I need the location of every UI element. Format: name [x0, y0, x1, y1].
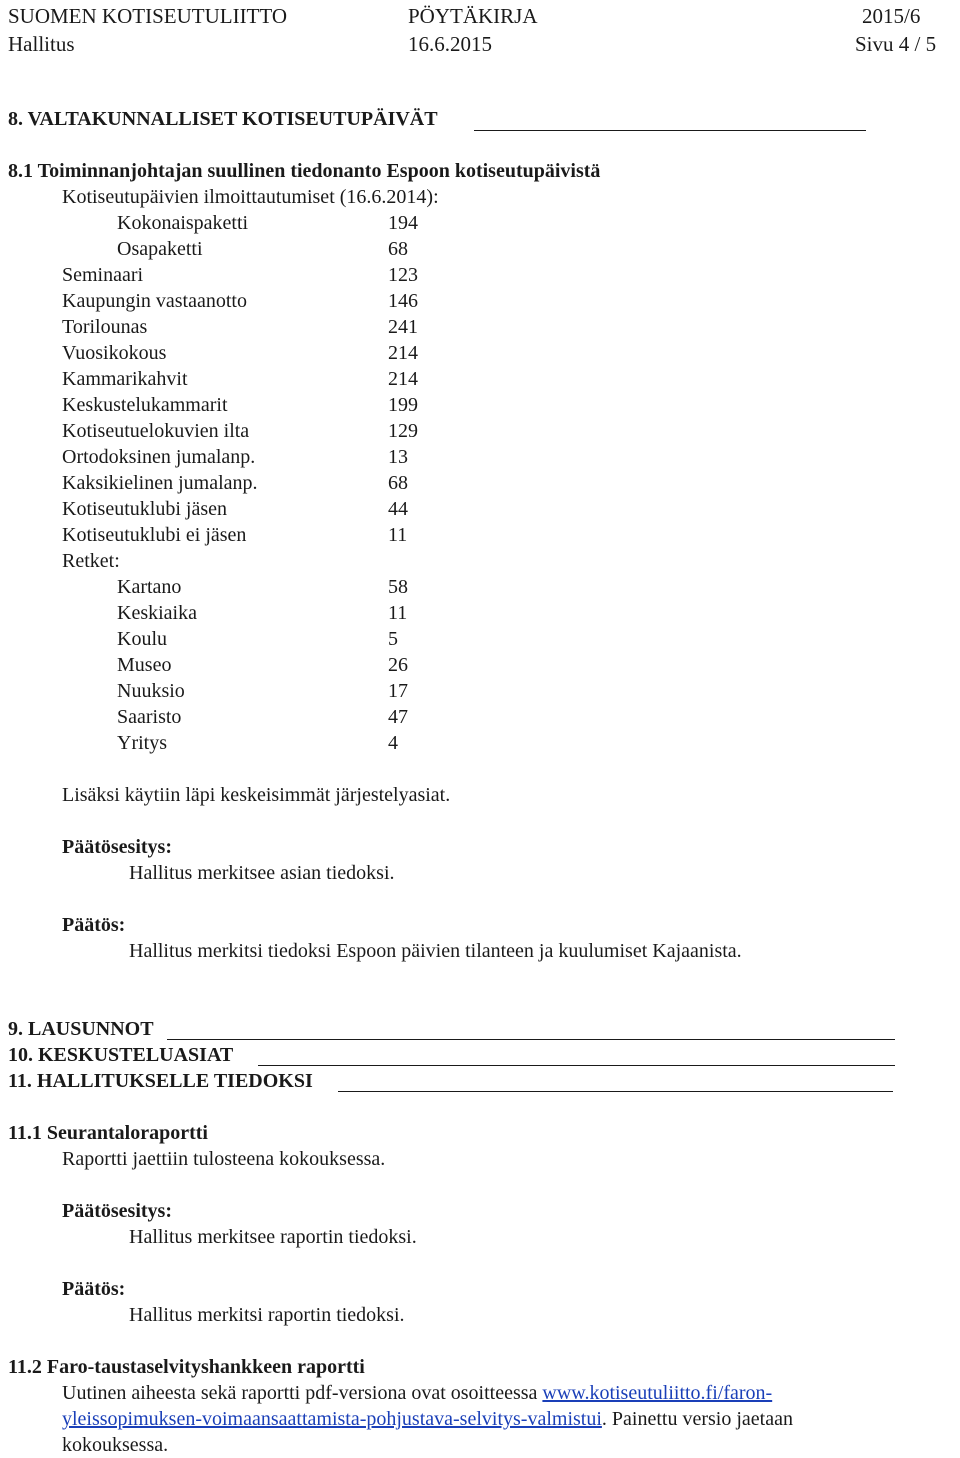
section-11-1-title: 11.1 Seurantaloraportti	[8, 1122, 208, 1144]
proposal-label: Päätösesitys:	[62, 1200, 172, 1222]
row-value: 68	[388, 238, 408, 260]
section-8-1-intro: Kotiseutupäivien ilmoittautumiset (16.6.2014):	[62, 186, 439, 208]
row-label: Ortodoksinen jumalanp.	[62, 446, 256, 468]
section-9-rule	[167, 1039, 895, 1040]
section-8-title: 8. VALTAKUNNALLISET KOTISEUTUPÄIVÄT	[8, 108, 438, 130]
row-label: Kotiseutuelokuvien ilta	[62, 420, 250, 442]
row-label: Nuuksio	[117, 680, 185, 702]
row-value: 214	[388, 368, 418, 390]
row-value: 194	[388, 212, 418, 234]
row-label: Kartano	[117, 576, 182, 598]
row-value: 17	[388, 680, 408, 702]
row-value: 26	[388, 654, 408, 676]
decision-text: Hallitus merkitsi raportin tiedoksi.	[129, 1304, 405, 1326]
decision-label: Päätös:	[62, 914, 126, 936]
row-label: Keskustelukammarit	[62, 394, 228, 416]
page-number: Sivu 4 / 5	[855, 32, 937, 56]
doc-number: 2015/6	[862, 4, 921, 28]
row-value: 11	[388, 602, 408, 624]
row-value: 44	[388, 498, 408, 520]
report-link[interactable]: www.kotiseutuliitto.fi/faron-	[542, 1382, 773, 1404]
row-label: Yritys	[117, 732, 167, 754]
row-value: 214	[388, 342, 418, 364]
excursions-label: Retket:	[62, 550, 120, 572]
row-value: 146	[388, 290, 418, 312]
org-name: SUOMEN KOTISEUTULIITTO	[8, 4, 287, 28]
row-label: Saaristo	[117, 706, 182, 728]
report-link-continued[interactable]: yleissopimuksen-voimaansaattamista-pohjustava-selvitys-valmistui	[62, 1408, 602, 1430]
row-value: 129	[388, 420, 418, 442]
proposal-text: Hallitus merkitsee raportin tiedoksi.	[129, 1226, 417, 1248]
row-label: Kaksikielinen jumalanp.	[62, 472, 258, 494]
section-8-rule	[474, 130, 866, 131]
row-value: 199	[388, 394, 418, 416]
section-11-rule	[338, 1091, 893, 1092]
row-label: Seminaari	[62, 264, 144, 286]
row-value: 241	[388, 316, 418, 338]
row-value: 47	[388, 706, 408, 728]
row-value: 123	[388, 264, 418, 286]
row-label: Keskiaika	[117, 602, 197, 624]
decision-label: Päätös:	[62, 1278, 126, 1300]
board-name: Hallitus	[8, 32, 75, 56]
section-10-rule	[258, 1065, 895, 1066]
row-value: 13	[388, 446, 408, 468]
row-label: Torilounas	[62, 316, 148, 338]
section-11-title: 11. HALLITUKSELLE TIEDOKSI	[8, 1070, 313, 1092]
row-label: Koulu	[117, 628, 167, 650]
doc-type: PÖYTÄKIRJA	[408, 4, 538, 28]
row-label: Museo	[117, 654, 172, 676]
row-label: Kaupungin vastaanotto	[62, 290, 247, 312]
section-11-2-line-2	[62, 1406, 793, 1432]
row-label: Vuosikokous	[62, 342, 167, 364]
section-9-title: 9. LAUSUNNOT	[8, 1018, 154, 1040]
proposal-label: Päätösesitys:	[62, 836, 172, 858]
row-label: Kotiseutuklubi ei jäsen	[62, 524, 247, 546]
row-value: 58	[388, 576, 408, 598]
section-8-1-title: 8.1 Toiminnanjohtajan suullinen tiedonanto Espoon kotiseutupäivistä	[8, 160, 601, 182]
row-value: 5	[388, 628, 398, 650]
section-11-2-title: 11.2 Faro-taustaselvityshankkeen raportti	[8, 1356, 365, 1378]
decision-text: Hallitus merkitsi tiedoksi Espoon päivien tilanteen ja kuulumiset Kajaanista.	[129, 940, 742, 962]
section-11-2-line-1	[62, 1380, 772, 1406]
additional-note: Lisäksi käytiin läpi keskeisimmät järjestelyasiat.	[62, 784, 451, 806]
row-value: 4	[388, 732, 398, 754]
row-label: Osapaketti	[117, 238, 203, 260]
section-10-title: 10. KESKUSTELUASIAT	[8, 1044, 234, 1066]
proposal-text: Hallitus merkitsee asian tiedoksi.	[129, 862, 395, 884]
section-11-2-text-last: kokouksessa.	[62, 1434, 169, 1456]
row-label: Kammarikahvit	[62, 368, 188, 390]
meeting-date: 16.6.2015	[408, 32, 492, 56]
row-label: Kotiseutuklubi jäsen	[62, 498, 227, 520]
section-11-2-text: Uutinen aiheesta sekä raportti pdf-versiona ovat osoitteessa	[62, 1382, 543, 1404]
row-label: Kokonaispaketti	[117, 212, 249, 234]
section-11-2-text-after: . Painettu versio jaetaan	[601, 1408, 793, 1430]
row-value: 68	[388, 472, 408, 494]
row-value: 11	[388, 524, 408, 546]
section-11-1-text: Raportti jaettiin tulosteena kokouksessa.	[62, 1148, 386, 1170]
